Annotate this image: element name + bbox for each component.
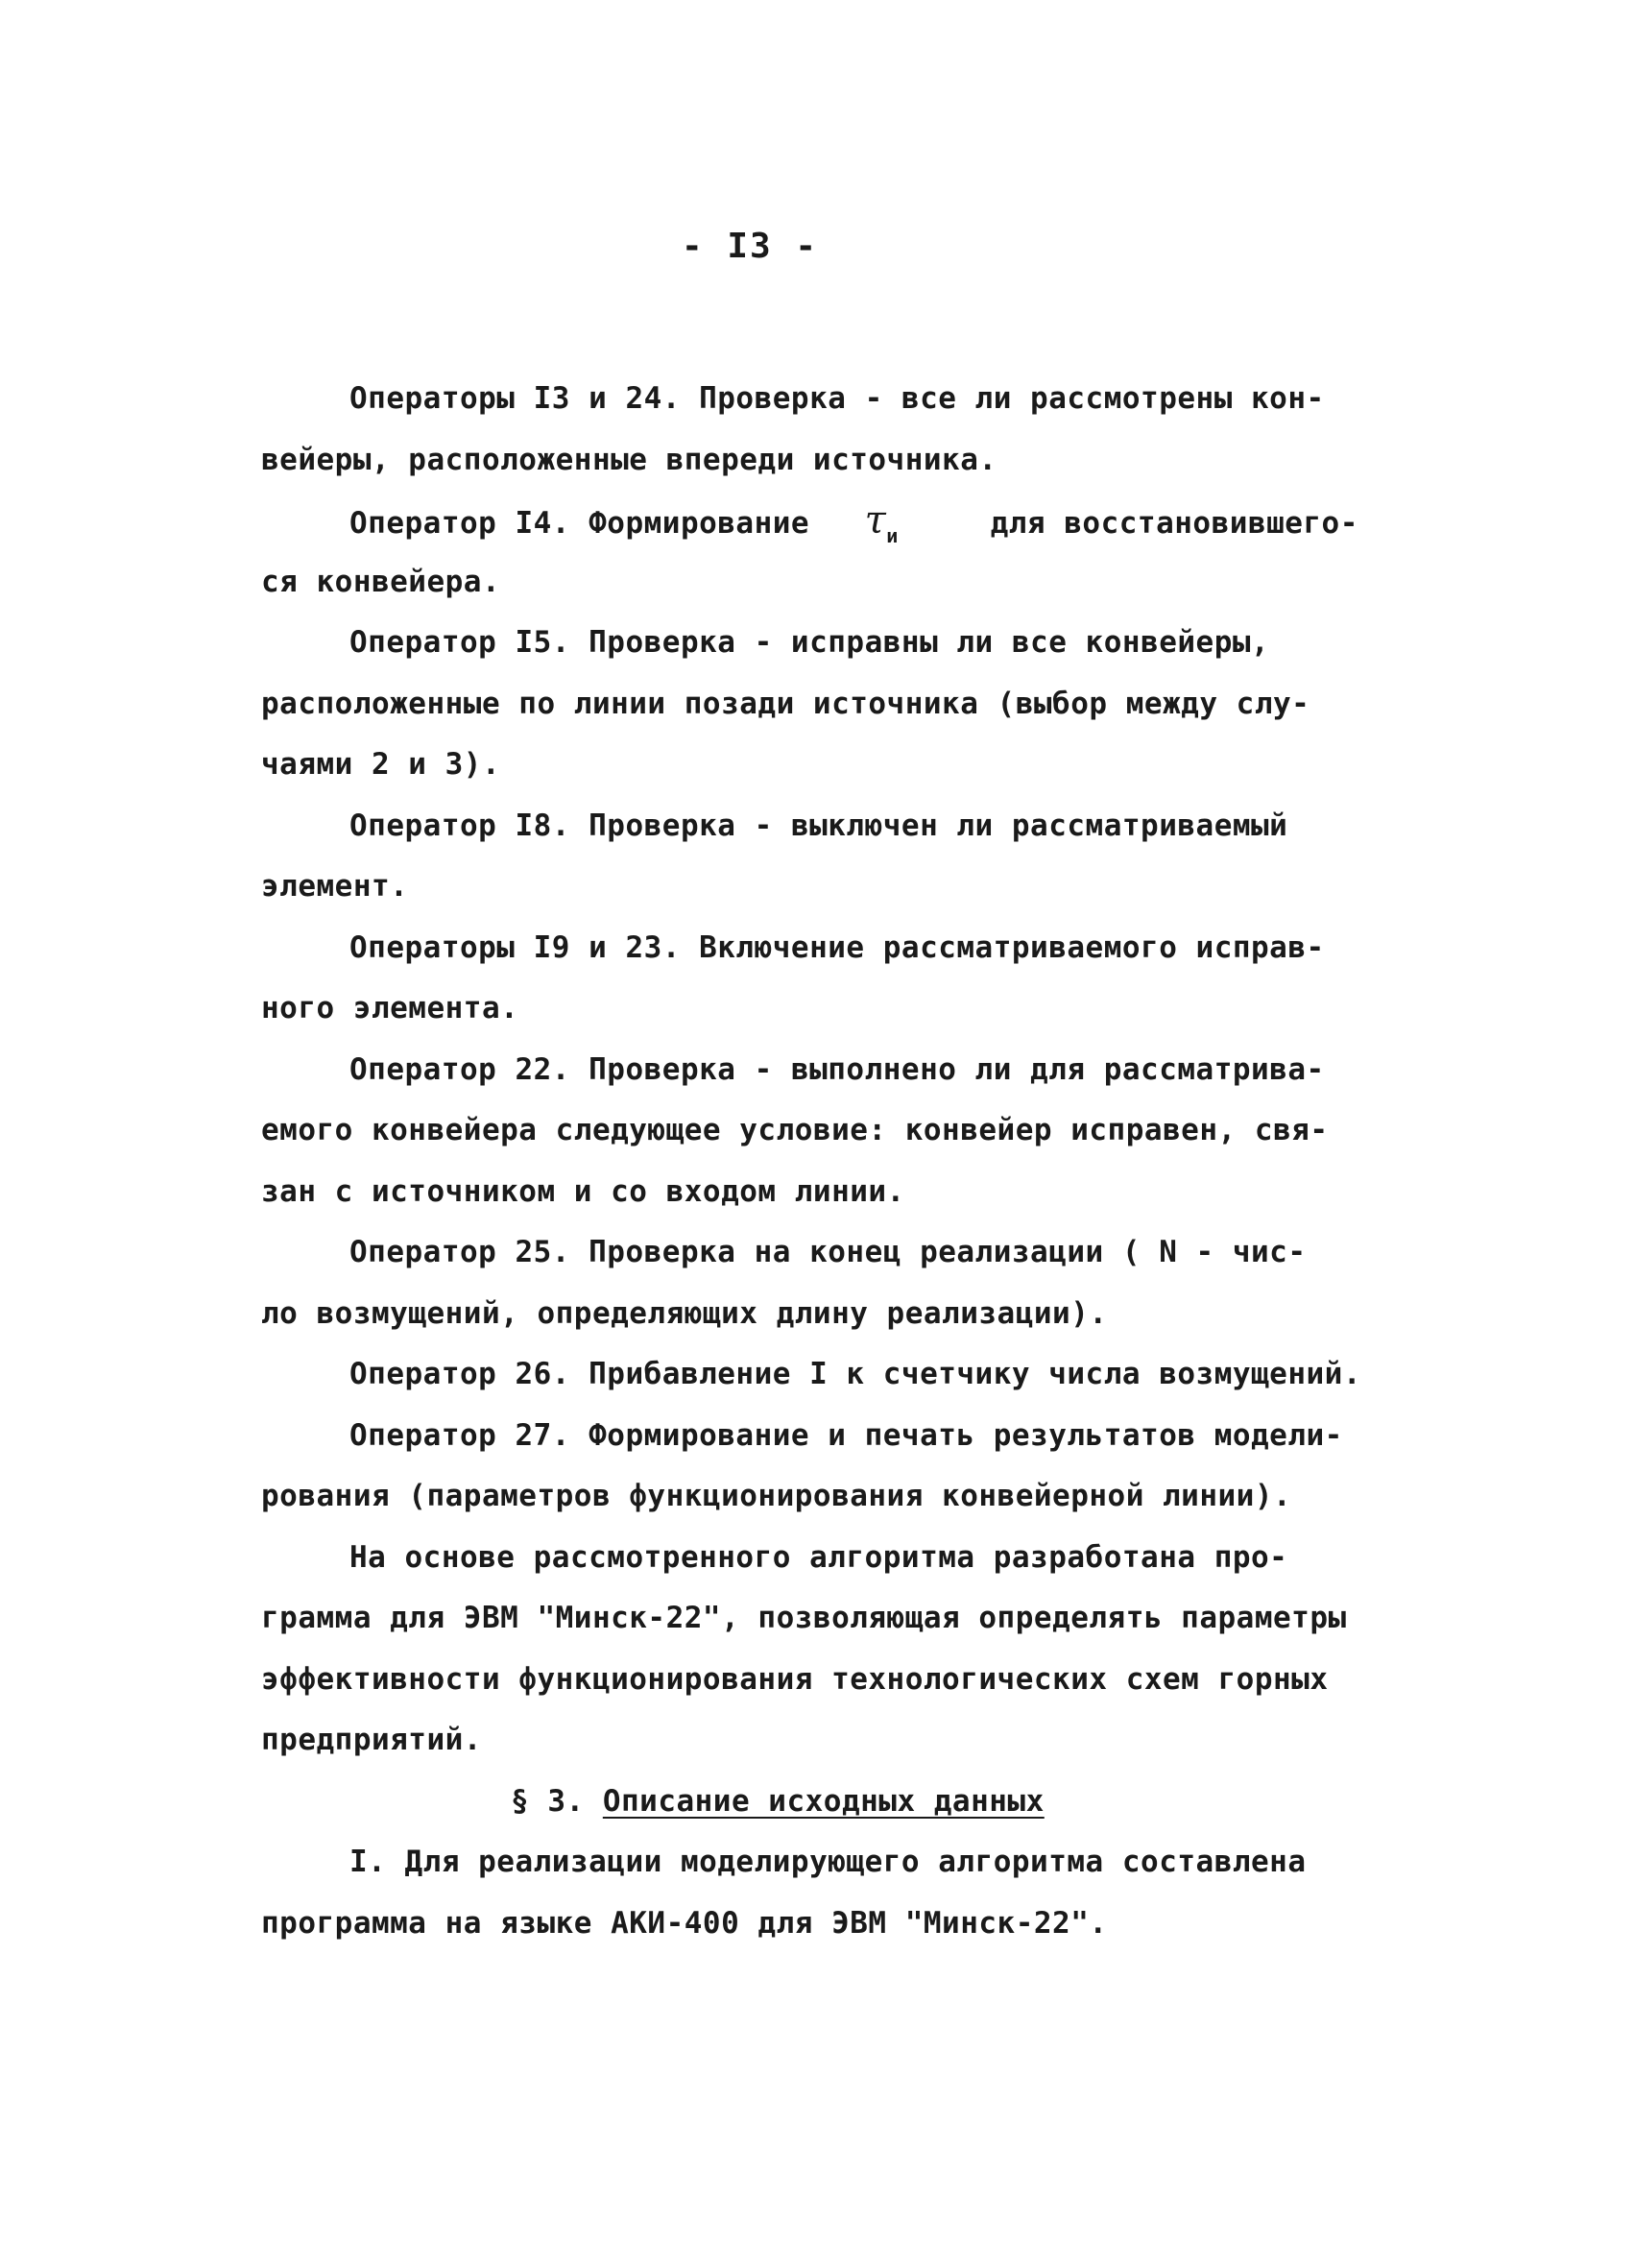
section-heading xyxy=(261,1772,1413,1833)
text-line-formula xyxy=(261,491,1413,552)
text-line: I. Для реализации моделирующего алгоритма составлена xyxy=(349,1845,1307,1879)
text-line: зан с источником и со входом линии. xyxy=(261,1173,905,1209)
text-line: ся конвейера. xyxy=(261,564,501,599)
text-line: вейеры, расположенные впереди источника. xyxy=(261,442,997,477)
text-line: Оператор 22. Проверка - выполнено ли для рассматрива- xyxy=(349,1051,1325,1087)
page-number: - I3 - xyxy=(681,227,819,266)
text-line: На основе рассмотренного алгоритма разработана про- xyxy=(349,1539,1288,1575)
text-line: грамма для ЭВМ "Минск-22", позволяющая определять параметры xyxy=(261,1601,1347,1635)
text-line: Оператор 27. Формирование и печать результатов модели- xyxy=(349,1417,1343,1453)
text-line: программа на языке АКИ-400 для ЭВМ "Минск-22". xyxy=(261,1905,1108,1941)
text-line: рования (параметров функционирования конвейерной линии). xyxy=(261,1479,1292,1513)
text-line: Операторы I9 и 23. Включение рассматриваемого исправ- xyxy=(349,929,1325,965)
text-line: расположенные по линии позади источника (выбор между слу- xyxy=(261,686,1310,721)
text-line: элемент. xyxy=(261,869,409,904)
text-line: ло возмущений, определяющих длину реализации). xyxy=(261,1295,1108,1331)
body-text xyxy=(261,369,1413,1954)
text-line: эффективности функционирования технологических схем горных xyxy=(261,1661,1329,1697)
text-line: ного элемента. xyxy=(261,991,519,1025)
text-line: чаями 2 и 3). xyxy=(261,747,501,782)
text-line: предприятий. xyxy=(261,1723,482,1757)
text-line: Оператор 26. Прибавление I к счетчику числа возмущений. xyxy=(349,1357,1361,1391)
text-line: Оператор I8. Проверка - выключен ли рассматриваемый xyxy=(349,808,1288,843)
section-number: § 3. xyxy=(511,1783,585,1819)
text-fragment: Оператор I4. Формирование xyxy=(349,506,810,541)
text-line: емого конвейера следующее условие: конвейер исправен, свя- xyxy=(261,1113,1329,1147)
text-line: Оператор 25. Проверка на конец реализации ( N - чис- xyxy=(349,1235,1307,1269)
tau-symbol: τ xyxy=(864,498,887,543)
section-title: Описание исходных данных xyxy=(602,1783,1045,1819)
text-line: Операторы I3 и 24. Проверка - все ли рассмотрены кон- xyxy=(349,381,1325,416)
text-fragment: для восстановившего- xyxy=(990,506,1358,541)
text-line: Оператор I5. Проверка - исправны ли все конвейеры, xyxy=(349,625,1270,660)
tau-subscript: и xyxy=(886,524,899,547)
